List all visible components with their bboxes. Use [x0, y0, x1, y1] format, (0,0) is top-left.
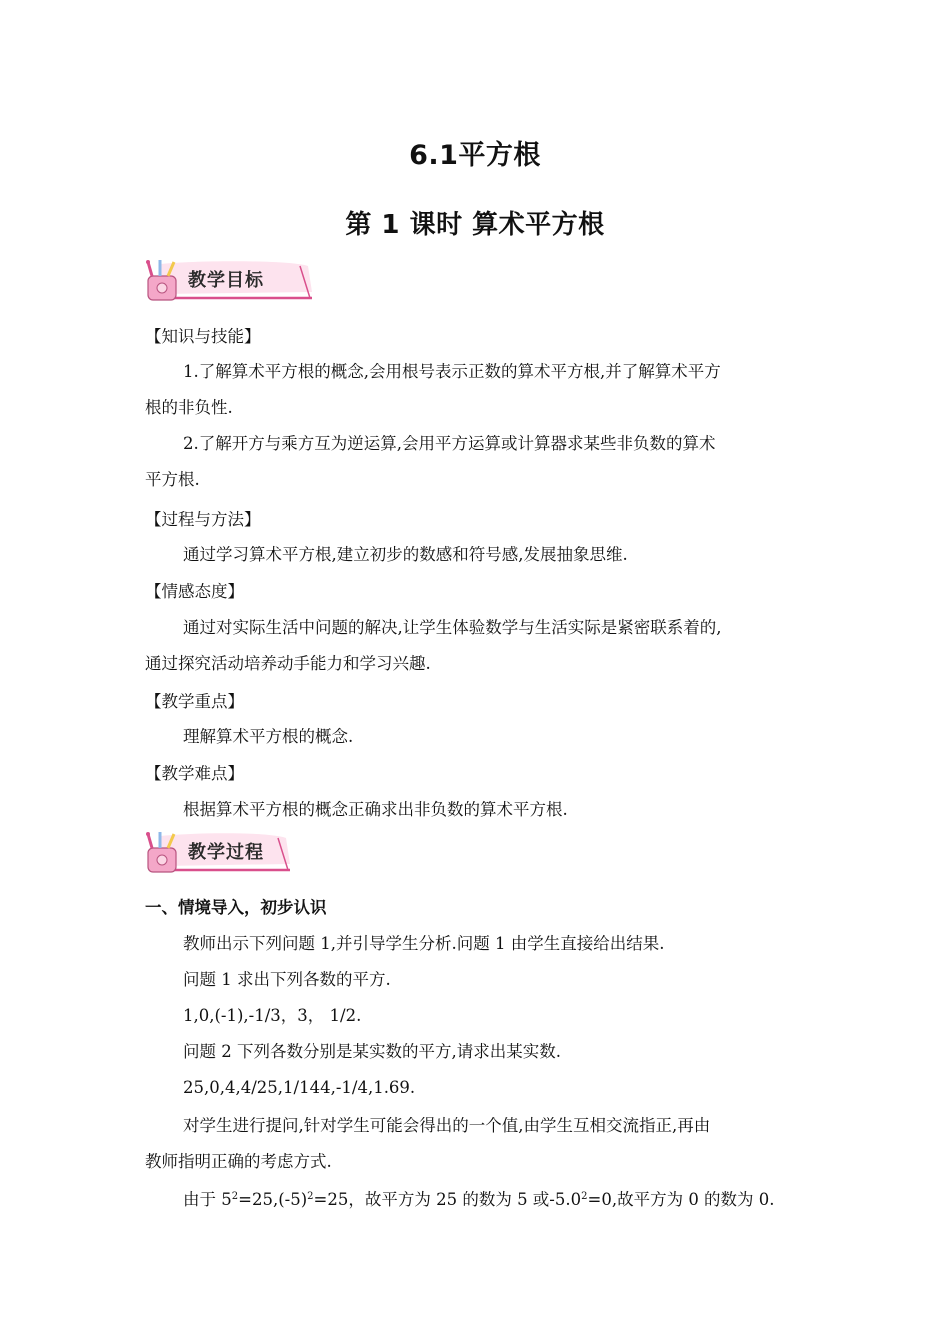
- attitude-heading: 【情感态度】: [145, 582, 244, 601]
- key-point-text: 理解算术平方根的概念.: [183, 727, 354, 746]
- difficulty-text: 根据算术平方根的概念正确求出非负数的算术平方根.: [183, 800, 568, 819]
- problem-1: 问题 1 求出下列各数的平方.: [183, 970, 391, 989]
- page-title: 6.1平方根: [409, 140, 541, 171]
- lesson-paragraph-2: 对学生进行提问,针对学生可能会得出的一个值,由学生互相交流指正,再由: [183, 1116, 711, 1135]
- lesson-subtitle: 第 1 课时 算术平方根: [345, 210, 605, 240]
- teaching-process-label: 教学过程: [188, 842, 264, 863]
- superscript: 2: [231, 1191, 239, 1202]
- teaching-process-badge: [140, 830, 330, 876]
- knowledge-item-1-cont: 根的非负性.: [145, 398, 233, 417]
- lesson-paragraph-1: 教师出示下列问题 1,并引导学生分析.问题 1 由学生直接给出结果.: [183, 934, 665, 953]
- lesson-paragraph-2-cont: 教师指明正确的考虑方式.: [145, 1152, 332, 1171]
- process-text: 通过学习算术平方根,建立初步的数感和符号感,发展抽象思维.: [183, 545, 628, 564]
- problem-2: 问题 2 下列各数分别是某实数的平方,请求出某实数.: [183, 1042, 561, 1061]
- knowledge-item-2-cont: 平方根.: [145, 470, 200, 489]
- superscript: 2: [581, 1191, 588, 1202]
- lesson-paragraph-3: [183, 1190, 813, 1210]
- knowledge-item-2: 2.了解开方与乘方互为逆运算,会用平方运算或计算器求某些非负数的算术: [183, 434, 716, 453]
- text-segment: =25,(-5): [238, 1190, 308, 1209]
- attitude-text: 通过对实际生活中问题的解决,让学生体验数学与生活实际是紧密联系着的,: [183, 618, 722, 637]
- key-point-heading: 【教学重点】: [145, 692, 244, 711]
- problem-1-numbers: 1,0,(-1),-1/3，3， 1/2.: [183, 1006, 362, 1025]
- teaching-goals-badge: [140, 258, 330, 304]
- knowledge-item-1: 1.了解算术平方根的概念,会用根号表示正数的算术平方根,并了解算术平方: [183, 362, 721, 381]
- text-segment: =25，故平方为 25 的数为 5 或-5.0: [313, 1190, 582, 1209]
- text-segment: 由于 5: [183, 1190, 232, 1209]
- process-heading: 【过程与方法】: [145, 510, 261, 529]
- difficulty-heading: 【教学难点】: [145, 764, 244, 783]
- teaching-goals-label: 教学目标: [188, 270, 264, 291]
- superscript: 2: [307, 1191, 314, 1202]
- problem-2-numbers: 25,0,4,4/25,1/144,-1/4,1.69.: [183, 1078, 416, 1097]
- part-1-heading: 一、情境导入，初步认识: [145, 898, 327, 917]
- attitude-text-cont: 通过探究活动培养动手能力和学习兴趣.: [145, 654, 431, 673]
- text-segment: =0,故平方为 0 的数为 0.: [587, 1190, 775, 1209]
- knowledge-heading: 【知识与技能】: [145, 327, 261, 346]
